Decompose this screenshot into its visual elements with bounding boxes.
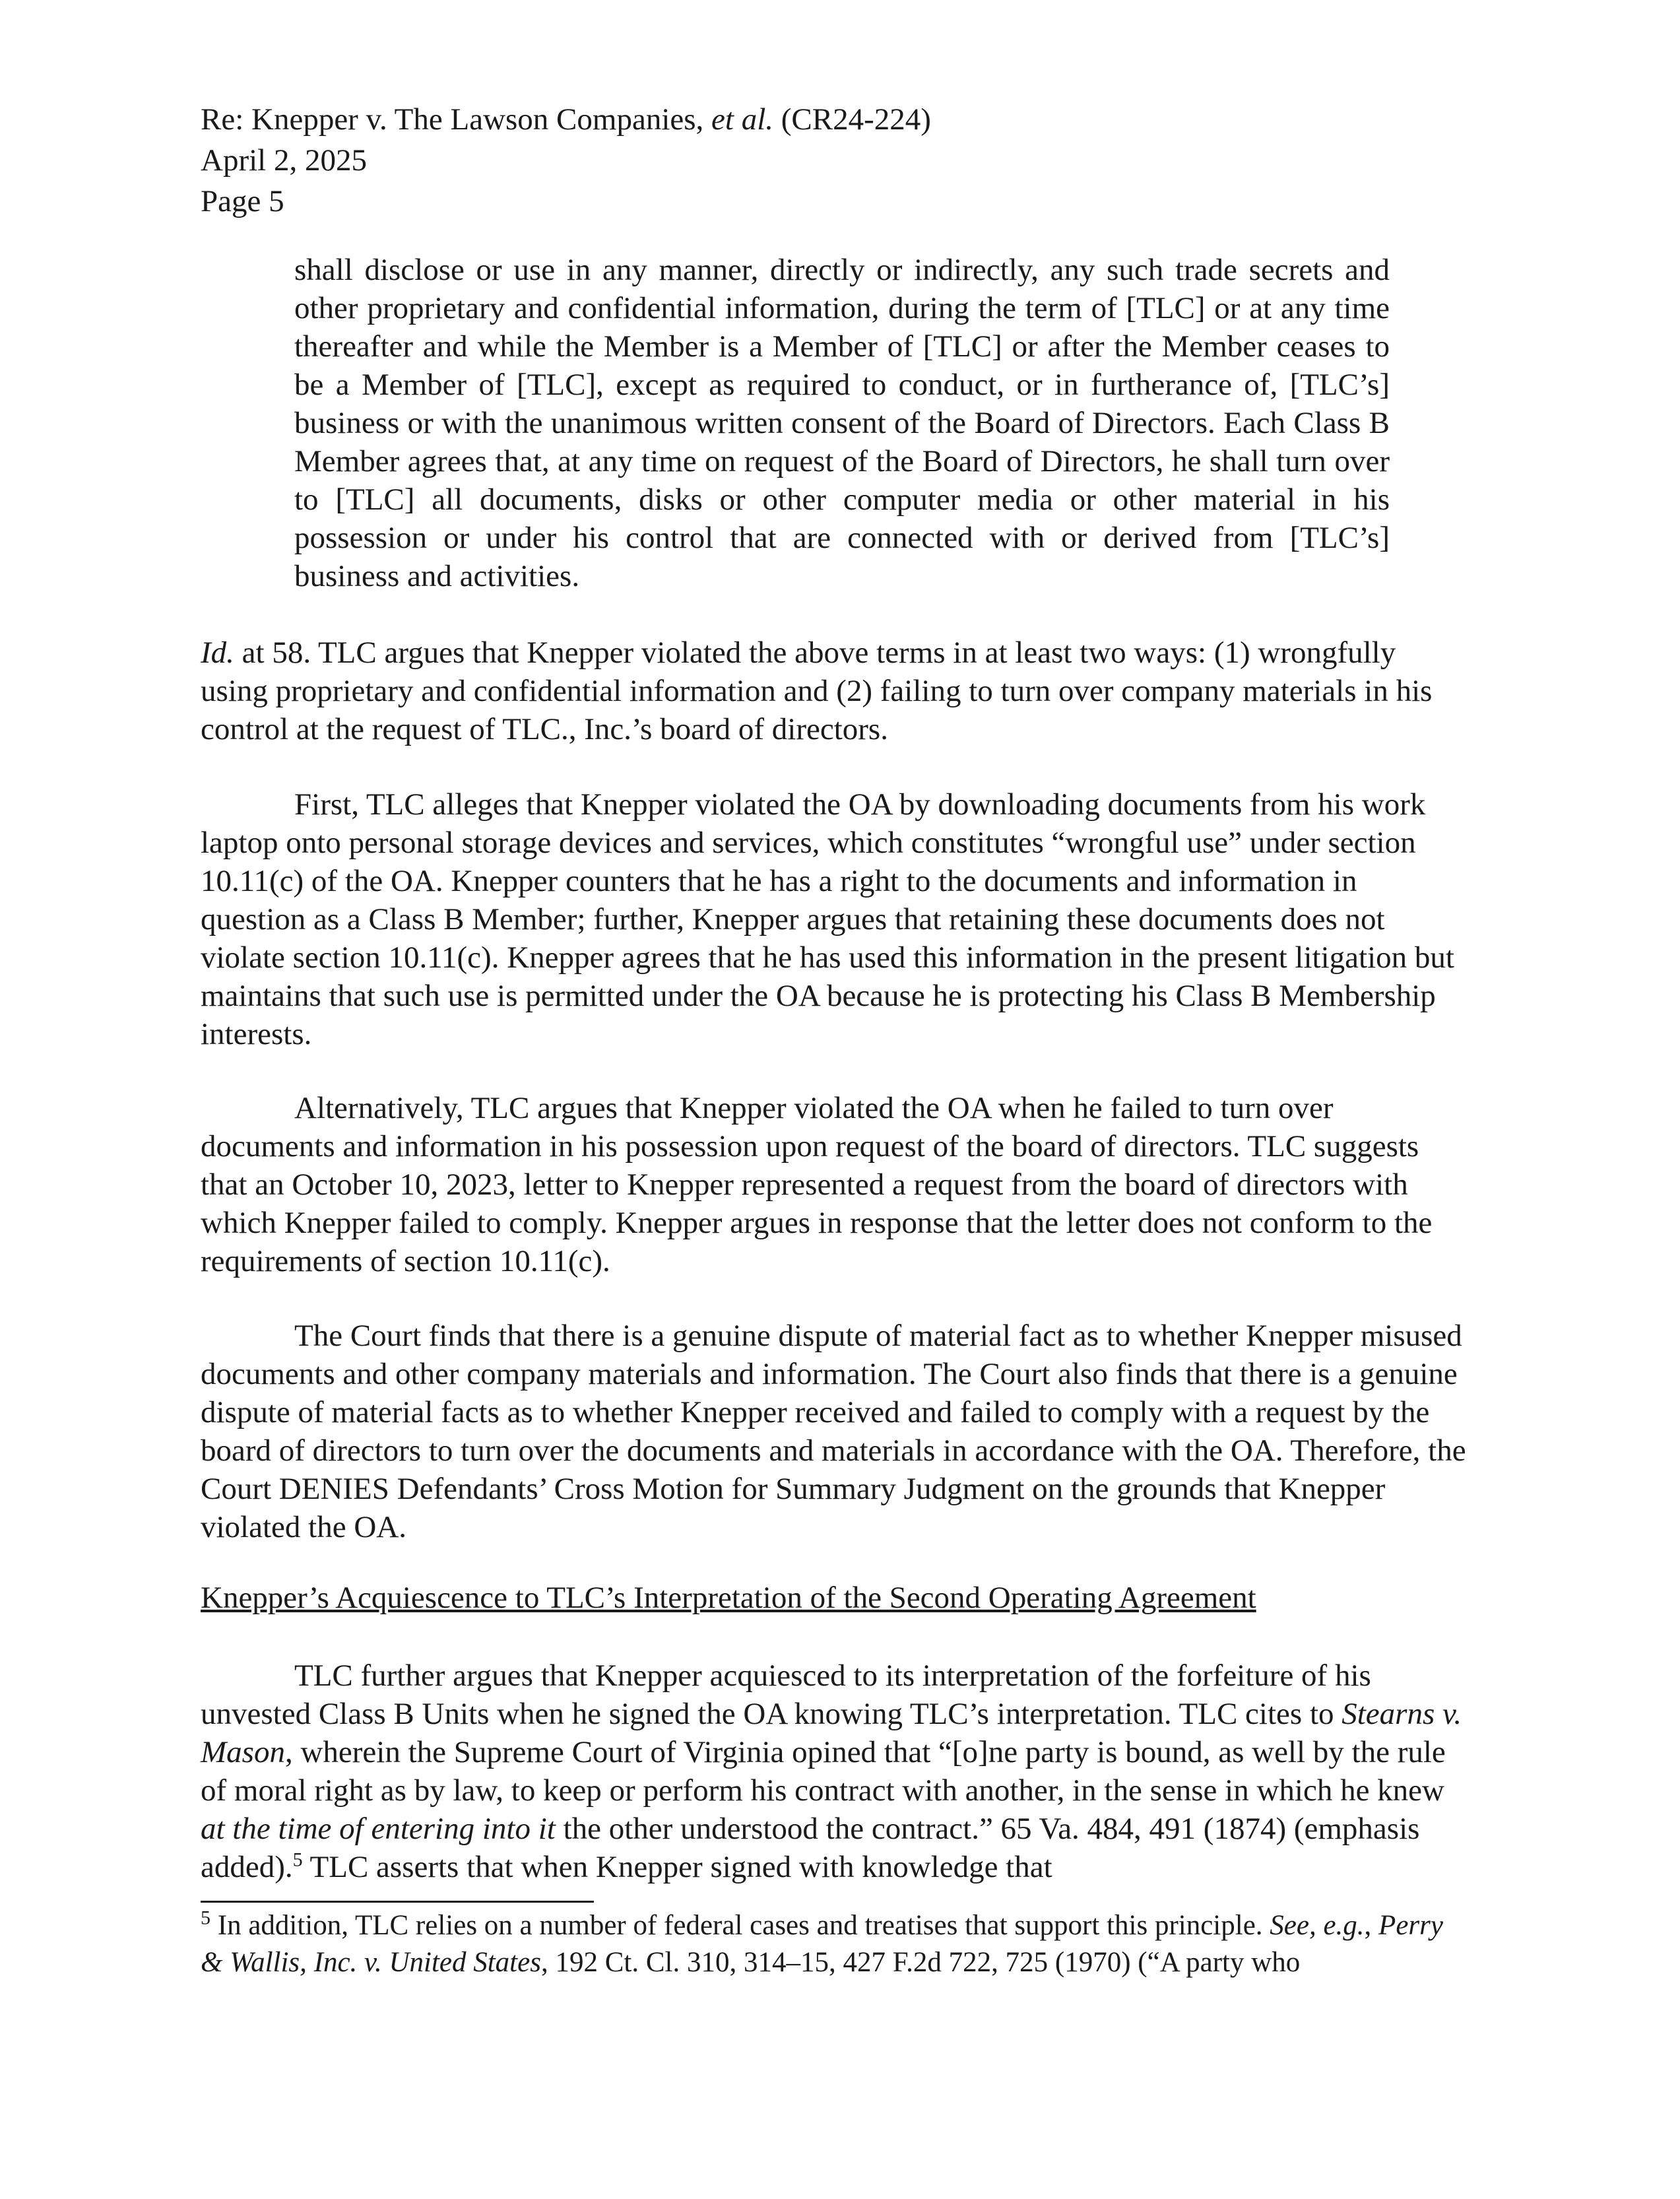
page-number: Page 5 [201, 184, 284, 218]
section-heading: Knepper’s Acquiescence to TLC’s Interpretation of the Second Operating Agreement [201, 1581, 1256, 1615]
paragraph-acquiescence: TLC further argues that Knepper acquiesced to its interpretation of the forfeiture of his unvested Class B Units when he signed the OA knowing TLC’s interpretation. TLC cites to Stearns v. Mason, wherein the Supreme Court of Virginia opined that “[o]ne party is bound, as well by the rule of moral right as by law, to keep or perform his contract with another, in the sense in which he knew at the time of entering into it the other understood the contract.” 65 Va. 484, 491 (1874) (emphasis added).$^5$ TLC asserts that when Knepper signed with knowledge that [201, 1658, 1462, 1884]
paragraph-court-finding: The Court finds that there is a genuine dispute of material fact as to whether Knepper misused documents and other company materials and information. The Court also finds that there is a genuine dispute of material facts as to whether Knepper received and failed to comply with a request by the board of directors to turn over the documents and materials in accordance with the OA. Therefore, the Court DENIES Defendants’ Cross Motion for Summary Judgment on the grounds that Knepper violated the OA. [201, 1319, 1466, 1544]
block-quote: shall disclose or use in any manner, directly or indirectly, any such trade secrets and other proprietary and confidential information, during the term of [TLC] or at any time thereafter and while the Member is a Member of [TLC] or after the Member ceases to be a Member of [TLC], except as required to conduct, or in furtherance of, [TLC’s] business or with the unanimous written consent of the Board of Directors. Each Class B Member agrees that, at any time on request of the Board of Directors, he shall turn over to [TLC] all documents, disks or other computer media or other material in his possession or under his control that are connected with or derived from [TLC’s] business and activities. [294, 253, 1390, 593]
paragraph-wrongful-use: First, TLC alleges that Knepper violated the OA by downloading documents from his work laptop onto personal storage devices and services, which constitutes “wrongful use” under section 10.11(c) of the OA. Knepper counters that he has a right to the documents and information in question as a Class B Member; further, Knepper argues that retaining these documents does not violate section 10.11(c). Knepper agrees that he has used this information in the present litigation but maintains that such use is permitted under the OA because he is protecting his Class B Membership interests. [201, 787, 1454, 1051]
footnote-divider [201, 1901, 594, 1903]
letter-header [201, 99, 931, 222]
case-reference: Re: Knepper v. The Lawson Companies, et al. (CR24-224) [201, 102, 931, 137]
footnote-number: 5 [201, 1907, 210, 1929]
footnote-reference: 5 [292, 1849, 303, 1871]
paragraph-citation: Id. at 58. TLC argues that Knepper violated the above terms in at least two ways: (1) wrongfully using proprietary and confidential information and (2) failing to turn over company materials in his control at the request of TLC., Inc.’s board of directors. [201, 636, 1433, 746]
letter-date: April 2, 2025 [201, 143, 367, 178]
footnote: $^5$ In addition, TLC relies on a number of federal cases and treatises that support this principle. See, e.g., Perry & Wallis, Inc. v. United States, 192 Ct. Cl. 310, 314–15, 427 F.2d 722, 725 (1970) (“A party who [201, 1907, 1443, 1978]
paragraph-alternatively: Alternatively, TLC argues that Knepper violated the OA when he failed to turn over documents and information in his possession upon request of the board of directors. TLC suggests that an October 10, 2023, letter to Knepper represented a request from the board of directors with which Knepper failed to comply. Knepper argues in response that the letter does not conform to the requirements of section 10.11(c). [201, 1091, 1433, 1278]
